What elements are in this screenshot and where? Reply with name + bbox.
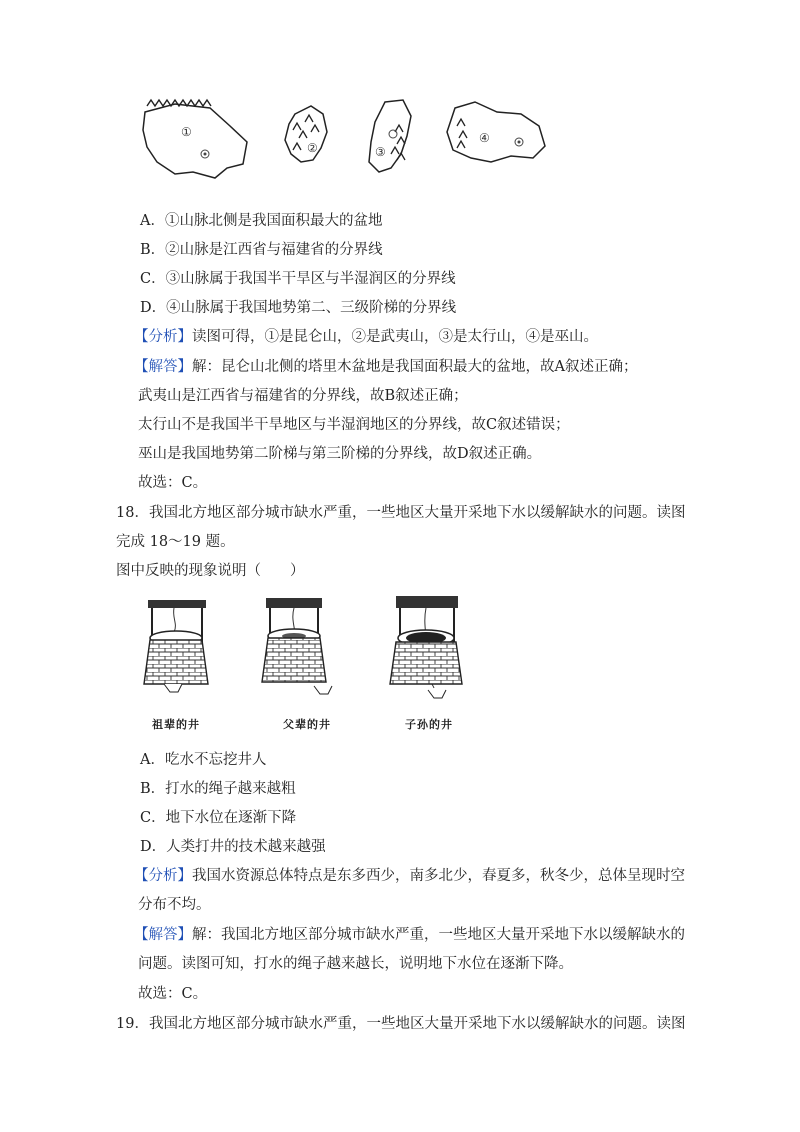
- well-ancestors: [144, 600, 208, 692]
- q18-analysis-line-2: 分布不均。: [138, 897, 211, 913]
- q17-analysis-text: 读图可得，①是昆仑山，②是武夷山，③是太行山，④是巫山。: [192, 329, 598, 345]
- q17-analysis-tag: 【分析】: [134, 329, 192, 345]
- q17-choice: 故选：C。: [138, 475, 208, 491]
- q17-answer-line-3: 太行山不是我国半干旱地区与半湿润地区的分界线，故C叙述错误；: [138, 417, 570, 433]
- well-descendants: [390, 596, 462, 698]
- q17-answer-line-1: [134, 357, 637, 377]
- well-parents: [262, 598, 332, 694]
- map-label-2: ②: [307, 141, 318, 155]
- q18-option-b: B．打水的绳子越来越粗: [140, 781, 296, 797]
- map-2: [285, 106, 327, 162]
- q17-answer-tag: 【解答】: [134, 359, 192, 375]
- map-3: [369, 100, 411, 172]
- q18-answer-line-1: [134, 925, 685, 945]
- map-label-1: ①: [181, 125, 192, 139]
- wells-figure: [138, 592, 478, 704]
- q19-stem: 19．我国北方地区部分城市缺水严重，一些地区大量开采地下水以缓解缺水的问题。读图: [116, 1016, 686, 1032]
- q17-option-d: D．④山脉属于我国地势第二、三级阶梯的分界线: [140, 300, 457, 316]
- map-label-4: ④: [479, 131, 490, 145]
- q17-answer-text-1: 解：昆仑山北侧的塔里木盆地是我国面积最大的盆地，故A叙述正确；: [192, 359, 638, 375]
- q18-option-d: D．人类打井的技术越来越强: [140, 839, 326, 855]
- q18-answer-line-2: 问题。读图可知，打水的绳子越来越长，说明地下水位在逐渐下降。: [138, 956, 573, 972]
- map-4: [447, 102, 545, 162]
- well-caption-1: 祖辈的井: [152, 718, 200, 731]
- q18-stem-line-2: 完成 18～19 题。: [116, 534, 235, 550]
- q17-option-b: B．②山脉是江西省与福建省的分界线: [140, 242, 383, 258]
- map-label-3: ③: [375, 145, 386, 159]
- q18-option-a: A．吃水不忘挖井人: [140, 752, 267, 768]
- q18-choice: 故选：C。: [138, 986, 208, 1002]
- q18-option-c: C．地下水位在逐渐下降: [140, 810, 297, 826]
- mountain-maps-figure: [135, 92, 555, 192]
- q17-option-c: C．③山脉属于我国半干旱区与半湿润区的分界线: [140, 271, 456, 287]
- q18-analysis-text-1: 我国水资源总体特点是东多西少，南多北少，春夏多，秋冬少，总体呈现时空: [192, 868, 685, 884]
- q17-answer-line-4: 巫山是我国地势第二阶梯与第三阶梯的分界线，故D叙述正确。: [138, 446, 542, 462]
- well-caption-2: 父辈的井: [283, 718, 331, 731]
- q18-stem-line-1: 18．我国北方地区部分城市缺水严重，一些地区大量开采地下水以缓解缺水的问题。读图: [116, 505, 686, 521]
- q17-answer-line-2: 武夷山是江西省与福建省的分界线，故B叙述正确；: [138, 388, 468, 404]
- q17-option-a: A．①山脉北侧是我国面积最大的盆地: [140, 213, 383, 229]
- map-1: [143, 100, 247, 178]
- well-caption-3: 子孙的井: [405, 718, 453, 731]
- q17-analysis: [134, 327, 598, 347]
- q18-analysis-line-1: [134, 866, 685, 886]
- q18-answer-tag: 【解答】: [134, 927, 192, 943]
- q18-answer-text-1: 解：我国北方地区部分城市缺水严重，一些地区大量开采地下水以缓解缺水的: [192, 927, 685, 943]
- q18-analysis-tag: 【分析】: [134, 868, 192, 884]
- q18-question: 图中反映的现象说明（ ）: [116, 563, 305, 579]
